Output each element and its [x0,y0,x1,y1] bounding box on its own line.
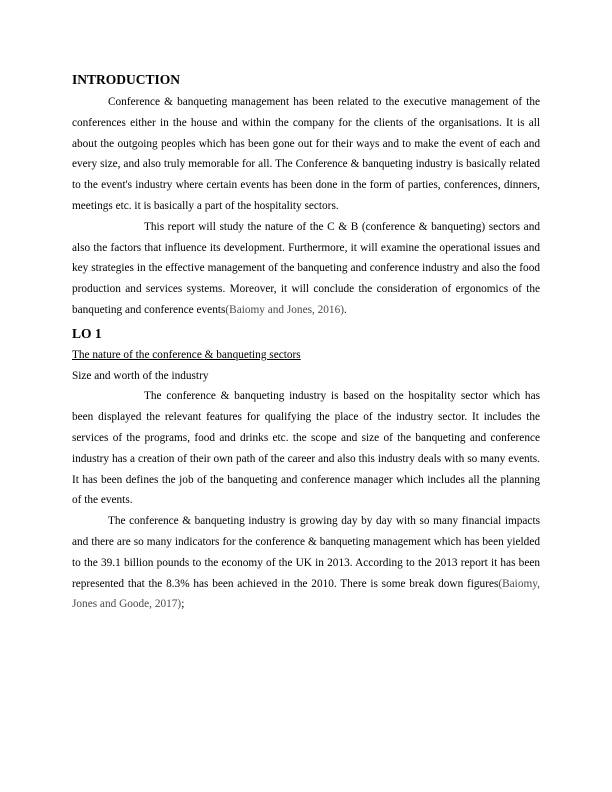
citation: (Baiomy and Jones, 2016) [225,303,344,316]
lo1-paragraph-1-text: The conference & banqueting industry is based on the hospitality sector which has been displayed the relevant features for qualifying the place of the industry sector. It includes the services of the programs, food and drinks etc. the scope and size of the banqueting and conference industry has a creation of their own path of the career and also this industry deals with so many events. It has been defines the job of the banqueting and conference manager which includes all the planning of the events. [72,390,540,507]
lo1-paragraph-2-text: The conference & banqueting industry is growing day by day with so many financial impacts and there are so many indicators for the conference & banqueting management which has been yielded to the 39.1 billion pounds to the economy of the UK in 2013. According to the 2013 report it has been represented that the 8.3% has been achieved in the 2010. There is some break down figures [72,515,540,590]
intro-paragraph-1 [72,92,540,217]
citation: (Baiomy, Jones and Goode, 2017) [72,577,540,611]
introduction-heading: INTRODUCTION [72,72,181,87]
intro-paragraph-2 [72,217,540,321]
intro-paragraph-1-text: Conference & banqueting management has been related to the executive management of the conferences either in the house and within the company for the clients of the organisations. It is all about the outgoing peoples which has been gone out for their ways and to make the event of each and every size, and also truly memorable for all. The Conference & banqueting industry is basically related to the event's industry where certain events has been done in the form of parties, conferences, dinners, meetings etc. it is basically a part of the hospitality sectors. [72,96,540,212]
lo1-paragraph-2 [72,511,540,615]
punctuation: . [344,303,347,316]
document-body [72,70,540,615]
punctuation: ; [181,598,185,611]
section-subheading: The nature of the conference & banqueting sectors [72,348,301,361]
lo1-heading: LO 1 [72,325,102,341]
subtopic-label: Size and worth of the industry [72,369,209,382]
lo1-paragraph-1 [72,386,540,511]
intro-paragraph-2-text: This report will study the nature of the C & B (conference & banqueting) sectors and also the factors that influence its development. Furthermore, it will examine the operational issues and key strategies in the effective management of the banqueting and conference industry and also the food production and services systems. Moreover, it will conclude the consideration of ergonomics of the banqueting and conference events [72,220,540,316]
